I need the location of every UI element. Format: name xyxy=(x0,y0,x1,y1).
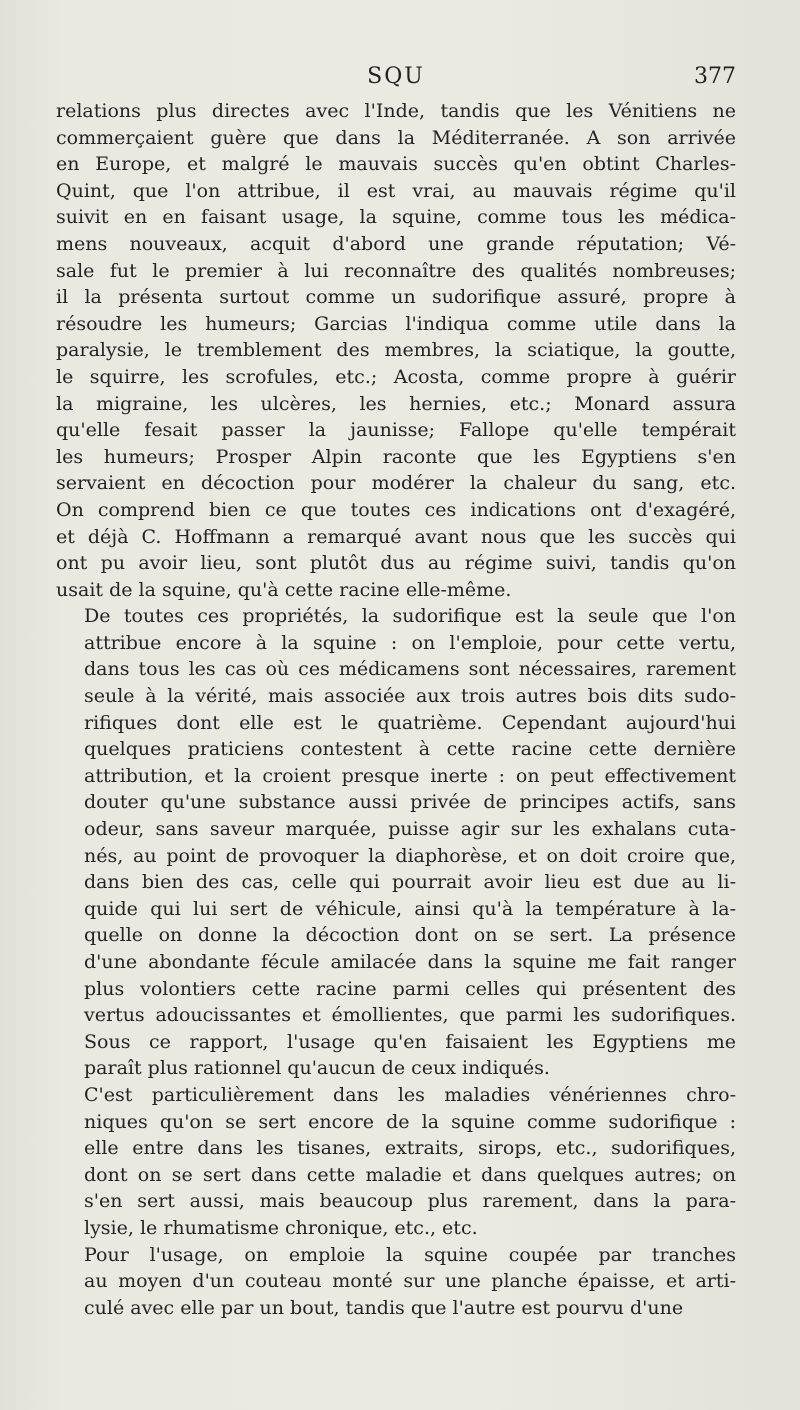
text-line: en Europe, et malgré le mauvais succès qu'en obtint Charles- xyxy=(56,153,736,176)
text-line: elle entre dans les tisanes, extraits, sirops, etc., sudorifiques, xyxy=(84,1137,736,1160)
page-header xyxy=(56,62,736,98)
text-line: odeur, sans saveur marquée, puisse agir sur les exhalans cuta- xyxy=(84,818,736,841)
text-line: qu'elle fesait passer la jaunisse; Fallope qu'elle tempérait xyxy=(56,419,736,442)
text-line: usait de la squine, qu'à cette racine elle-même. xyxy=(56,578,512,601)
text-line: il la présenta surtout comme un sudorifique assuré, propre à xyxy=(56,286,736,309)
text-line: seule à la vérité, mais associée aux trois autres bois dits sudo- xyxy=(84,685,736,708)
paragraph-1 xyxy=(56,98,736,603)
text-line: d'une abondante fécule amilacée dans la squine me fait ranger xyxy=(84,951,736,973)
text-line: au moyen d'un couteau monté sur une planche épaisse, et arti- xyxy=(84,1270,736,1293)
text-line: paralysie, le tremblement des membres, la sciatique, la goutte, xyxy=(56,339,736,362)
page-number: 377 xyxy=(694,64,736,89)
text-line: douter qu'une substance aussi privée de principes actifs, sans xyxy=(84,791,736,814)
text-line: la migraine, les ulcères, les hernies, etc.; Monard assura xyxy=(56,392,736,415)
text-line: et déjà C. Hoffmann a remarqué avant nous que les succès qui xyxy=(56,525,736,548)
text-line: rifiques dont elle est le quatrième. Cependant aujourd'hui xyxy=(84,711,736,734)
paragraph-4 xyxy=(56,1242,736,1322)
paragraph-3 xyxy=(56,1082,736,1242)
text-line: servaient en décoction pour modérer la chaleur du sang, etc. xyxy=(56,472,736,495)
body-text xyxy=(56,98,736,1321)
text-line: ont pu avoir lieu, sont plutôt dus au régime suivi, tandis qu'on xyxy=(56,552,736,575)
text-line: sale fut le premier à lui reconnaître des qualités nombreuses; xyxy=(56,259,736,282)
text-line: attribution, et la croient presque inerte : on peut effectivement xyxy=(84,764,736,787)
text-line: quelques praticiens contestent à cette racine cette dernière xyxy=(84,738,736,761)
text-line: résoudre les humeurs; Garcias l'indiqua comme utile dans la xyxy=(56,312,736,335)
text-line: attribue encore à la squine : on l'emploie, pour cette vertu, xyxy=(84,631,736,654)
text-line: s'en sert aussi, mais beaucoup plus rarement, dans la para- xyxy=(84,1190,736,1213)
text-line: dont on se sert dans cette maladie et dans quelques autres; on xyxy=(84,1163,736,1186)
text-line: niques qu'on se sert encore de la squine comme sudorifique : xyxy=(84,1110,736,1133)
text-line: On comprend bien ce que toutes ces indications ont d'exagéré, xyxy=(56,498,736,521)
text-line: vertus adoucissantes et émollientes, que parmi les sudorifiques. xyxy=(84,1004,736,1027)
text-line: dans tous les cas où ces médicamens sont nécessaires, rarement xyxy=(84,658,736,681)
text-line: plus volontiers cette racine parmi celles qui présentent des xyxy=(84,977,736,1000)
text-line: Quint, que l'on attribue, il est vrai, au mauvais régime qu'il xyxy=(56,179,736,202)
running-head: SQU xyxy=(367,64,425,89)
text-line: mens nouveaux, acquit d'abord une grande réputation; Vé- xyxy=(56,232,736,255)
text-line: nés, au point de provoquer la diaphorèse, et on doit croire que, xyxy=(84,844,736,867)
text-line: C'est particulièrement dans les maladies vénériennes chro- xyxy=(84,1083,736,1106)
text-line: les humeurs; Prosper Alpin raconte que les Egyptiens s'en xyxy=(56,445,736,468)
text-line: lysie, le rhumatisme chronique, etc., etc. xyxy=(84,1216,478,1239)
text-line: quide qui lui sert de véhicule, ainsi qu'à la température à la- xyxy=(84,897,736,920)
text-line: suivit en en faisant usage, la squine, comme tous les médica- xyxy=(56,206,736,229)
text-line: le squirre, les scrofules, etc.; Acosta, comme propre à guérir xyxy=(56,365,736,388)
text-line: culé avec elle par un bout, tandis que l'autre est pourvu d'une xyxy=(84,1296,684,1319)
text-line: dans bien des cas, celle qui pourrait avoir lieu est due au li- xyxy=(84,871,736,894)
text-line: quelle on donne la décoction dont on se sert. La présence xyxy=(84,924,736,947)
text-line: relations plus directes avec l'Inde, tandis que les Vénitiens ne xyxy=(56,100,736,122)
text-line: commerçaient guère que dans la Méditerranée. A son arrivée xyxy=(56,126,736,149)
text-line: Sous ce rapport, l'usage qu'en faisaient les Egyptiens me xyxy=(84,1030,736,1053)
text-line: Pour l'usage, on emploie la squine coupée par tranches xyxy=(84,1243,736,1266)
text-line: De toutes ces propriétés, la sudorifique est la seule que l'on xyxy=(84,605,736,628)
paragraph-2 xyxy=(56,603,736,1082)
text-line: paraît plus rationnel qu'aucun de ceux indiqués. xyxy=(84,1057,550,1080)
